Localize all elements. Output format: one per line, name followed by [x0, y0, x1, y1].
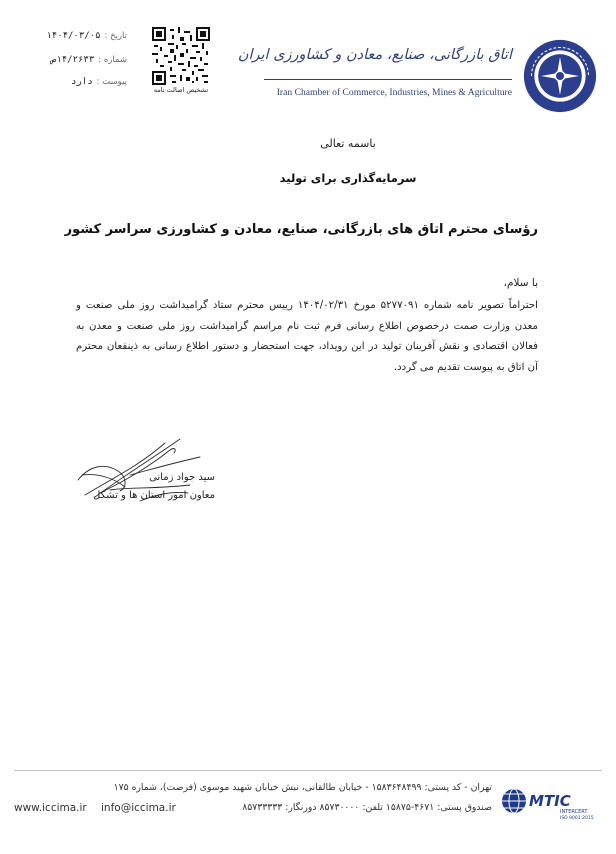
mtic-sub-text: INTERCERT [560, 809, 588, 815]
mtic-certification-logo [500, 781, 600, 827]
iso-text: ISO 9001:2015 [560, 816, 594, 821]
attachment-value: دارد [70, 77, 93, 87]
header-divider [264, 79, 512, 80]
letter-recipient: رؤسای محترم اتاق های بازرگانی، صنایع، معادن و کشاورزی سراسر کشور [64, 222, 538, 237]
mtic-logo-text: MTIC [529, 792, 571, 810]
bismillah-heading: باسمه تعالی [320, 137, 376, 150]
iccima-emblem-logo [522, 38, 598, 114]
date-label: تاریخ : [104, 31, 127, 41]
letter-greeting: با سلام، [503, 277, 538, 289]
organization-name-english: Iran Chamber of Commerce, Industries, Mines & Agriculture [276, 87, 512, 98]
qr-caption: تشخیص اصالت نامه [153, 86, 209, 94]
letter-attachment [71, 77, 127, 89]
date-value: ۱۴۰۴/۰۳/۰۵ [46, 31, 101, 41]
letter-subject: سرمایه‌گذاری برای تولید [279, 171, 417, 185]
attachment-label: پیوست : [96, 77, 127, 87]
footer-divider [14, 770, 602, 771]
letter-number [51, 55, 127, 67]
number-value: ۱۴/۲۶۳۳ص [50, 55, 95, 65]
footer-contact-numbers: صندوق پستی: ۴۶۷۱-۱۵۸۷۵ تلفن: ۸۵۷۳۰۰۰۰ دورنگار: ۸۵۷۳۳۳۳۳ [242, 802, 492, 813]
letter-date [46, 31, 127, 43]
signer-title: معاون امور استان ها و تشکل [93, 490, 215, 501]
number-label: شماره : [98, 55, 127, 65]
organization-name-persian: اتاق بازرگانی، صنایع، معادن و کشاورزی ایران [237, 47, 512, 63]
letter-body: احتراماً تصویر نامه شماره ۵۲۷۷۰۹۱ مورخ ۱۴۰۴/۰۲/۳۱ رییس محترم ستاد گرامیداشت روز ملی صنعت و معدن وزارت صمت درخصوص اطلاع رسانی فرم ثبت نام مراسم گرامیداشت روز ملی صنعت و معدن به فعالان اقتصادی و نقش آفرینان تولید در این رویداد، جهت استحضار و دستور اطلاع رسانی به ذینفعان محترم آن اتاق به پیوست تقدیم می گردد. [76, 300, 539, 373]
signer-name: سید جواد زمانی [149, 472, 215, 483]
footer-website-link[interactable]: www.iccima.ir [14, 802, 87, 814]
footer-email-link[interactable]: info@iccima.ir [101, 802, 176, 814]
footer-address: تهران - کد پستی: ۱۵۸۳۶۴۸۴۹۹ - خیابان طالقانی، نبش خیابان شهید موسوی (فرصت)، شماره ۱۷۵ [113, 782, 492, 793]
qr-code[interactable] [152, 27, 210, 85]
